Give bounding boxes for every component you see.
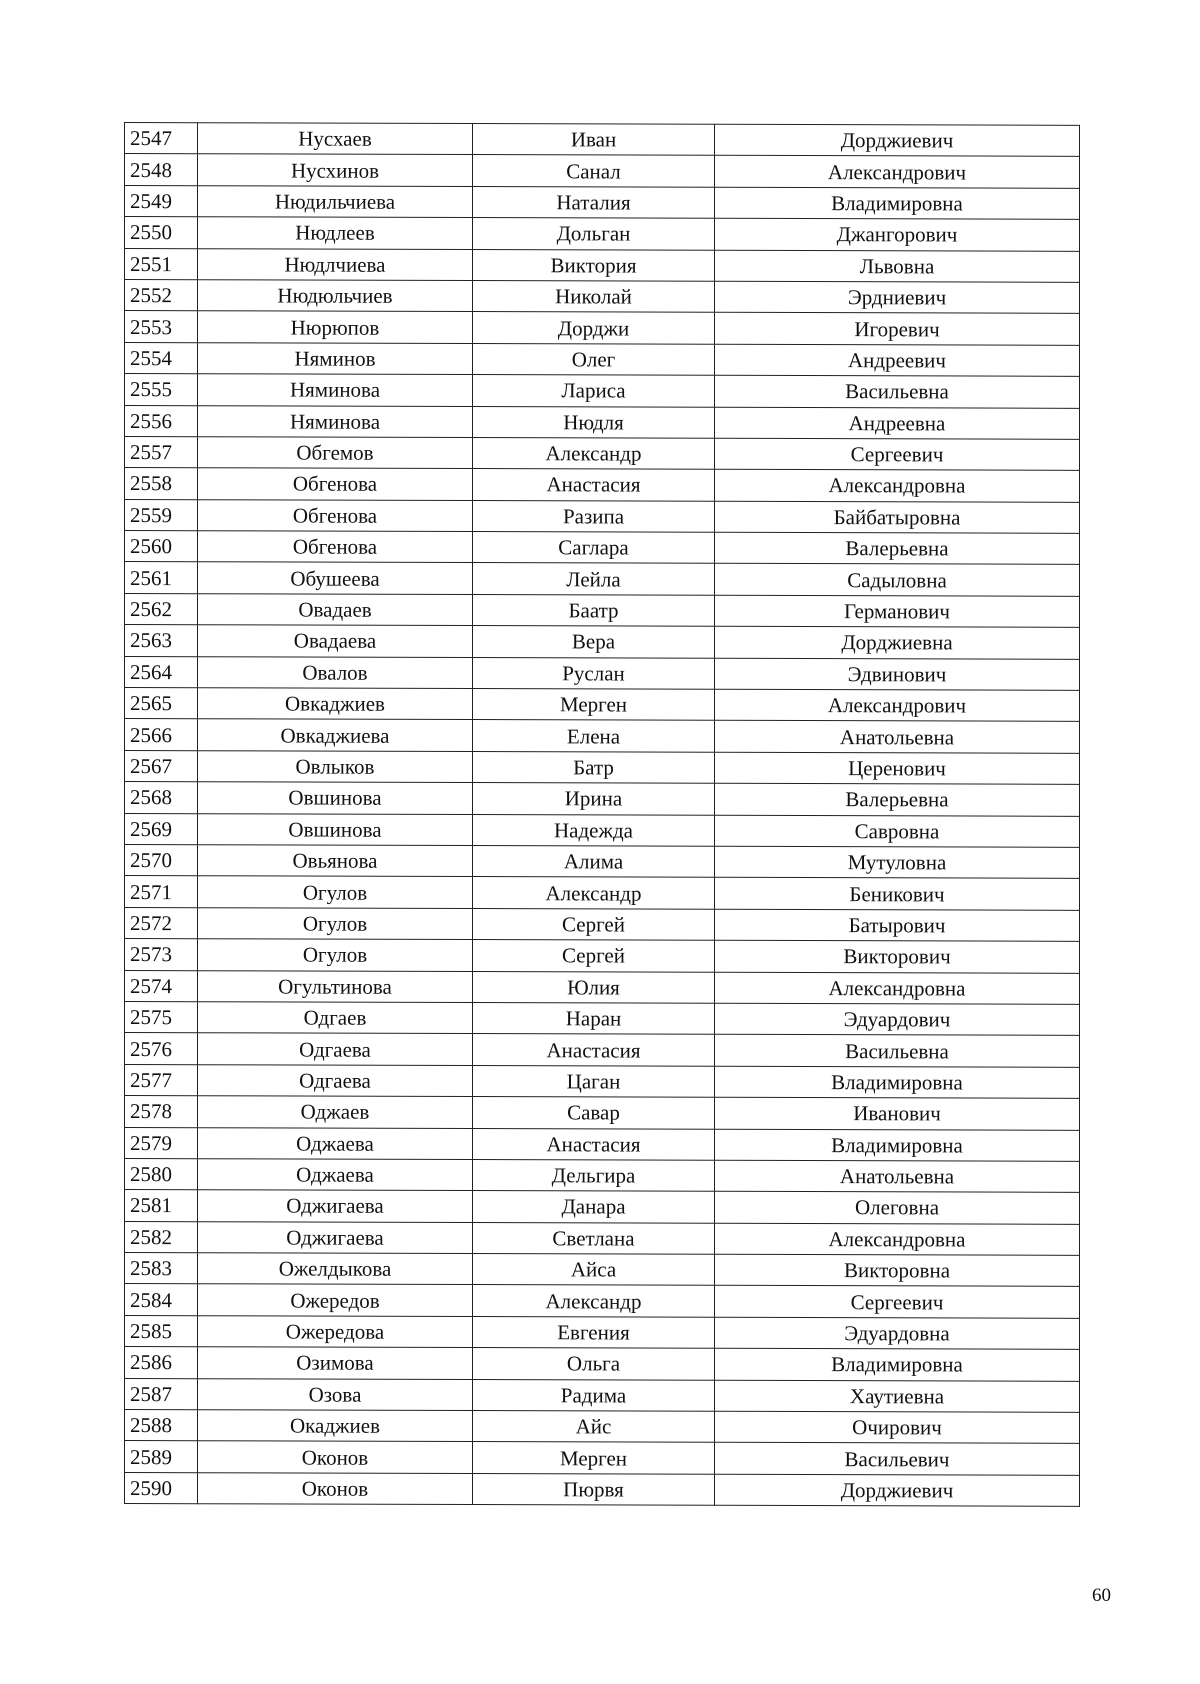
surname-cell: Няминова — [198, 374, 473, 406]
surname-cell: Ожередов — [198, 1284, 473, 1316]
patronymic-cell: Байбатыровна — [715, 501, 1080, 533]
patronymic-cell: Батырович — [715, 909, 1080, 941]
first-name-cell: Дорджи — [473, 312, 715, 344]
row-number-cell: 2550 — [125, 217, 198, 249]
row-number-cell: 2556 — [125, 405, 198, 437]
surname-cell: Огультинова — [198, 970, 473, 1002]
table-row — [125, 405, 1080, 439]
patronymic-cell: Дорджиевич — [715, 124, 1080, 156]
first-name-cell: Анастасия — [473, 469, 715, 501]
table-row — [125, 1127, 1080, 1161]
row-number-cell: 2584 — [125, 1284, 198, 1316]
row-number-cell: 2567 — [125, 750, 198, 782]
table-row — [125, 593, 1080, 627]
table-row — [125, 185, 1080, 219]
row-number-cell: 2590 — [125, 1472, 198, 1504]
patronymic-cell: Эдуардович — [715, 1003, 1080, 1035]
table-row — [125, 970, 1080, 1004]
first-name-cell: Николай — [473, 280, 715, 312]
patronymic-cell: Владимировна — [715, 1066, 1080, 1098]
row-number-cell: 2563 — [125, 625, 198, 657]
patronymic-cell: Сергеевич — [715, 438, 1080, 470]
first-name-cell: Наталия — [473, 186, 715, 218]
table-row — [125, 750, 1080, 784]
row-number-cell: 2559 — [125, 499, 198, 531]
table-row — [125, 876, 1080, 910]
row-number-cell: 2555 — [125, 374, 198, 406]
surname-cell: Оконов — [198, 1441, 473, 1473]
surname-cell: Овшинова — [198, 782, 473, 814]
first-name-cell: Мерген — [473, 1442, 715, 1474]
surname-cell: Нюрюпов — [198, 311, 473, 343]
patronymic-cell: Александровна — [715, 972, 1080, 1004]
surname-cell: Ожередова — [198, 1316, 473, 1348]
first-name-cell: Батр — [473, 751, 715, 783]
surname-cell: Обушеева — [198, 562, 473, 594]
row-number-cell: 2575 — [125, 1001, 198, 1033]
surname-cell: Огулов — [198, 876, 473, 908]
table-row — [125, 813, 1080, 847]
row-number-cell: 2551 — [125, 248, 198, 280]
row-number-cell: 2568 — [125, 782, 198, 814]
table-row — [125, 531, 1080, 565]
first-name-cell: Дельгира — [473, 1159, 715, 1191]
first-name-cell: Ирина — [473, 783, 715, 815]
first-name-cell: Надежда — [473, 814, 715, 846]
table-row — [125, 1472, 1080, 1506]
row-number-cell: 2589 — [125, 1441, 198, 1473]
first-name-cell: Айс — [473, 1411, 715, 1443]
patronymic-cell: Мутуловна — [715, 846, 1080, 878]
row-number-cell: 2558 — [125, 468, 198, 500]
first-name-cell: Саглара — [473, 532, 715, 564]
table-row — [125, 1410, 1080, 1444]
surname-cell: Овалов — [198, 656, 473, 688]
surname-cell: Ожелдыкова — [198, 1253, 473, 1285]
table-row — [125, 907, 1080, 941]
first-name-cell: Сергей — [473, 908, 715, 940]
row-number-cell: 2587 — [125, 1378, 198, 1410]
patronymic-cell: Львовна — [715, 250, 1080, 282]
patronymic-cell: Хаутиевна — [715, 1380, 1080, 1412]
surname-cell: Обгенова — [198, 499, 473, 531]
first-name-cell: Радима — [473, 1379, 715, 1411]
row-number-cell: 2560 — [125, 531, 198, 563]
surname-cell: Окаджиев — [198, 1410, 473, 1442]
surname-cell: Овьянова — [198, 845, 473, 877]
table-row — [125, 562, 1080, 596]
table-row — [125, 688, 1080, 722]
patronymic-cell: Анатольевна — [715, 1160, 1080, 1192]
patronymic-cell: Андреевна — [715, 407, 1080, 439]
first-name-cell: Наран — [473, 1002, 715, 1034]
patronymic-cell: Александровна — [715, 1223, 1080, 1255]
surname-cell: Одгаева — [198, 1033, 473, 1065]
patronymic-cell: Церенович — [715, 752, 1080, 784]
first-name-cell: Савар — [473, 1097, 715, 1129]
patronymic-cell: Васильевна — [715, 375, 1080, 407]
row-number-cell: 2553 — [125, 311, 198, 343]
patronymic-cell: Владимировна — [715, 187, 1080, 219]
patronymic-cell: Владимировна — [715, 1129, 1080, 1161]
patronymic-cell: Викторович — [715, 940, 1080, 972]
first-name-cell: Ольга — [473, 1348, 715, 1380]
patronymic-cell: Александровна — [715, 470, 1080, 502]
row-number-cell: 2565 — [125, 688, 198, 720]
surname-cell: Оджаева — [198, 1159, 473, 1191]
table-row — [125, 311, 1080, 345]
patronymic-cell: Иванович — [715, 1097, 1080, 1129]
row-number-cell: 2554 — [125, 342, 198, 374]
surname-cell: Обгемов — [198, 437, 473, 469]
row-number-cell: 2566 — [125, 719, 198, 751]
patronymic-cell: Эдуардовна — [715, 1317, 1080, 1349]
table-row — [125, 1347, 1080, 1381]
row-number-cell: 2580 — [125, 1158, 198, 1190]
page-number: 60 — [1092, 1585, 1111, 1606]
names-table-body — [125, 123, 1080, 1507]
row-number-cell: 2547 — [125, 123, 198, 155]
table-row — [125, 844, 1080, 878]
row-number-cell: 2577 — [125, 1064, 198, 1096]
surname-cell: Оджигаева — [198, 1221, 473, 1253]
surname-cell: Оджаева — [198, 1127, 473, 1159]
patronymic-cell: Викторовна — [715, 1254, 1080, 1286]
patronymic-cell: Германович — [715, 595, 1080, 627]
patronymic-cell: Очирович — [715, 1411, 1080, 1443]
row-number-cell: 2572 — [125, 907, 198, 939]
surname-cell: Овлыков — [198, 751, 473, 783]
surname-cell: Овадаев — [198, 594, 473, 626]
first-name-cell: Руслан — [473, 657, 715, 689]
first-name-cell: Нюдля — [473, 406, 715, 438]
patronymic-cell: Васильевич — [715, 1443, 1080, 1475]
table-row — [125, 248, 1080, 282]
row-number-cell: 2588 — [125, 1410, 198, 1442]
table-row — [125, 123, 1080, 157]
row-number-cell: 2569 — [125, 813, 198, 845]
surname-cell: Нюдюльчиев — [198, 280, 473, 312]
patronymic-cell: Игоревич — [715, 313, 1080, 345]
patronymic-cell: Эрдниевич — [715, 281, 1080, 313]
patronymic-cell: Савровна — [715, 815, 1080, 847]
table-row — [125, 154, 1080, 188]
row-number-cell: 2571 — [125, 876, 198, 908]
patronymic-cell: Сергеевич — [715, 1286, 1080, 1318]
first-name-cell: Пюрвя — [473, 1473, 715, 1505]
row-number-cell: 2574 — [125, 970, 198, 1002]
first-name-cell: Евгения — [473, 1316, 715, 1348]
table-row — [125, 342, 1080, 376]
first-name-cell: Анастасия — [473, 1128, 715, 1160]
first-name-cell: Данара — [473, 1191, 715, 1223]
patronymic-cell: Дорджиевич — [715, 1474, 1080, 1506]
row-number-cell: 2583 — [125, 1253, 198, 1285]
patronymic-cell: Садыловна — [715, 564, 1080, 596]
patronymic-cell: Васильевна — [715, 1035, 1080, 1067]
first-name-cell: Елена — [473, 720, 715, 752]
row-number-cell: 2564 — [125, 656, 198, 688]
patronymic-cell: Александрович — [715, 156, 1080, 188]
first-name-cell: Сергей — [473, 940, 715, 972]
surname-cell: Овкаджиев — [198, 688, 473, 720]
row-number-cell: 2578 — [125, 1096, 198, 1128]
patronymic-cell: Олеговна — [715, 1192, 1080, 1224]
surname-cell: Нусхаев — [198, 123, 473, 155]
patronymic-cell: Беникович — [715, 878, 1080, 910]
surname-cell: Оджигаева — [198, 1190, 473, 1222]
table-row — [125, 279, 1080, 313]
row-number-cell: 2573 — [125, 939, 198, 971]
table-row — [125, 1378, 1080, 1412]
first-name-cell: Олег — [473, 343, 715, 375]
surname-cell: Нюдлеев — [198, 217, 473, 249]
table-row — [125, 1064, 1080, 1098]
table-row — [125, 1096, 1080, 1130]
first-name-cell: Александр — [473, 877, 715, 909]
surname-cell: Овшинова — [198, 813, 473, 845]
table-row — [125, 1033, 1080, 1067]
first-name-cell: Юлия — [473, 971, 715, 1003]
surname-cell: Оджаев — [198, 1096, 473, 1128]
first-name-cell: Анастасия — [473, 1034, 715, 1066]
first-name-cell: Иван — [473, 124, 715, 156]
first-name-cell: Айса — [473, 1254, 715, 1286]
row-number-cell: 2561 — [125, 562, 198, 594]
patronymic-cell: Андреевич — [715, 344, 1080, 376]
surname-cell: Нюдлчиева — [198, 248, 473, 280]
surname-cell: Обгенова — [198, 531, 473, 563]
patronymic-cell: Валерьевна — [715, 783, 1080, 815]
patronymic-cell: Анатольевна — [715, 721, 1080, 753]
row-number-cell: 2562 — [125, 593, 198, 625]
table-row — [125, 1253, 1080, 1287]
first-name-cell: Мерген — [473, 689, 715, 721]
patronymic-cell: Дорджиевна — [715, 627, 1080, 659]
table-row — [125, 217, 1080, 251]
first-name-cell: Вера — [473, 626, 715, 658]
table-row — [125, 499, 1080, 533]
table-row — [125, 436, 1080, 470]
row-number-cell: 2585 — [125, 1315, 198, 1347]
first-name-cell: Лариса — [473, 375, 715, 407]
table-row — [125, 656, 1080, 690]
first-name-cell: Разипа — [473, 500, 715, 532]
row-number-cell: 2579 — [125, 1127, 198, 1159]
first-name-cell: Баатр — [473, 594, 715, 626]
row-number-cell: 2548 — [125, 154, 198, 186]
surname-cell: Огулов — [198, 939, 473, 971]
surname-cell: Няминов — [198, 342, 473, 374]
patronymic-cell: Джангорович — [715, 218, 1080, 250]
table-row — [125, 1315, 1080, 1349]
table-row — [125, 719, 1080, 753]
first-name-cell: Лейла — [473, 563, 715, 595]
table-row — [125, 1441, 1080, 1475]
table-row — [125, 1284, 1080, 1318]
surname-cell: Оконов — [198, 1473, 473, 1505]
row-number-cell: 2586 — [125, 1347, 198, 1379]
surname-cell: Огулов — [198, 907, 473, 939]
table-row — [125, 1158, 1080, 1192]
table-row — [125, 1190, 1080, 1224]
table-row — [125, 625, 1080, 659]
surname-cell: Одгаев — [198, 1002, 473, 1034]
surname-cell: Озимова — [198, 1347, 473, 1379]
first-name-cell: Александр — [473, 437, 715, 469]
row-number-cell: 2549 — [125, 185, 198, 217]
patronymic-cell: Владимировна — [715, 1348, 1080, 1380]
first-name-cell: Александр — [473, 1285, 715, 1317]
table-row — [125, 1221, 1080, 1255]
surname-cell: Одгаева — [198, 1064, 473, 1096]
row-number-cell: 2552 — [125, 279, 198, 311]
table-row — [125, 1001, 1080, 1035]
names-table — [124, 122, 1080, 1507]
surname-cell: Озова — [198, 1378, 473, 1410]
first-name-cell: Алима — [473, 846, 715, 878]
row-number-cell: 2557 — [125, 436, 198, 468]
row-number-cell: 2582 — [125, 1221, 198, 1253]
table-row — [125, 939, 1080, 973]
patronymic-cell: Валерьевна — [715, 532, 1080, 564]
table-row — [125, 374, 1080, 408]
table-row — [125, 782, 1080, 816]
row-number-cell: 2581 — [125, 1190, 198, 1222]
surname-cell: Овадаева — [198, 625, 473, 657]
row-number-cell: 2576 — [125, 1033, 198, 1065]
surname-cell: Овкаджиева — [198, 719, 473, 751]
first-name-cell: Светлана — [473, 1222, 715, 1254]
surname-cell: Нюдильчиева — [198, 185, 473, 217]
first-name-cell: Цаган — [473, 1065, 715, 1097]
patronymic-cell: Александрович — [715, 689, 1080, 721]
surname-cell: Няминова — [198, 405, 473, 437]
first-name-cell: Виктория — [473, 249, 715, 281]
patronymic-cell: Эдвинович — [715, 658, 1080, 690]
row-number-cell: 2570 — [125, 844, 198, 876]
surname-cell: Обгенова — [198, 468, 473, 500]
first-name-cell: Дольган — [473, 218, 715, 250]
surname-cell: Нусхинов — [198, 154, 473, 186]
first-name-cell: Санал — [473, 155, 715, 187]
table-row — [125, 468, 1080, 502]
